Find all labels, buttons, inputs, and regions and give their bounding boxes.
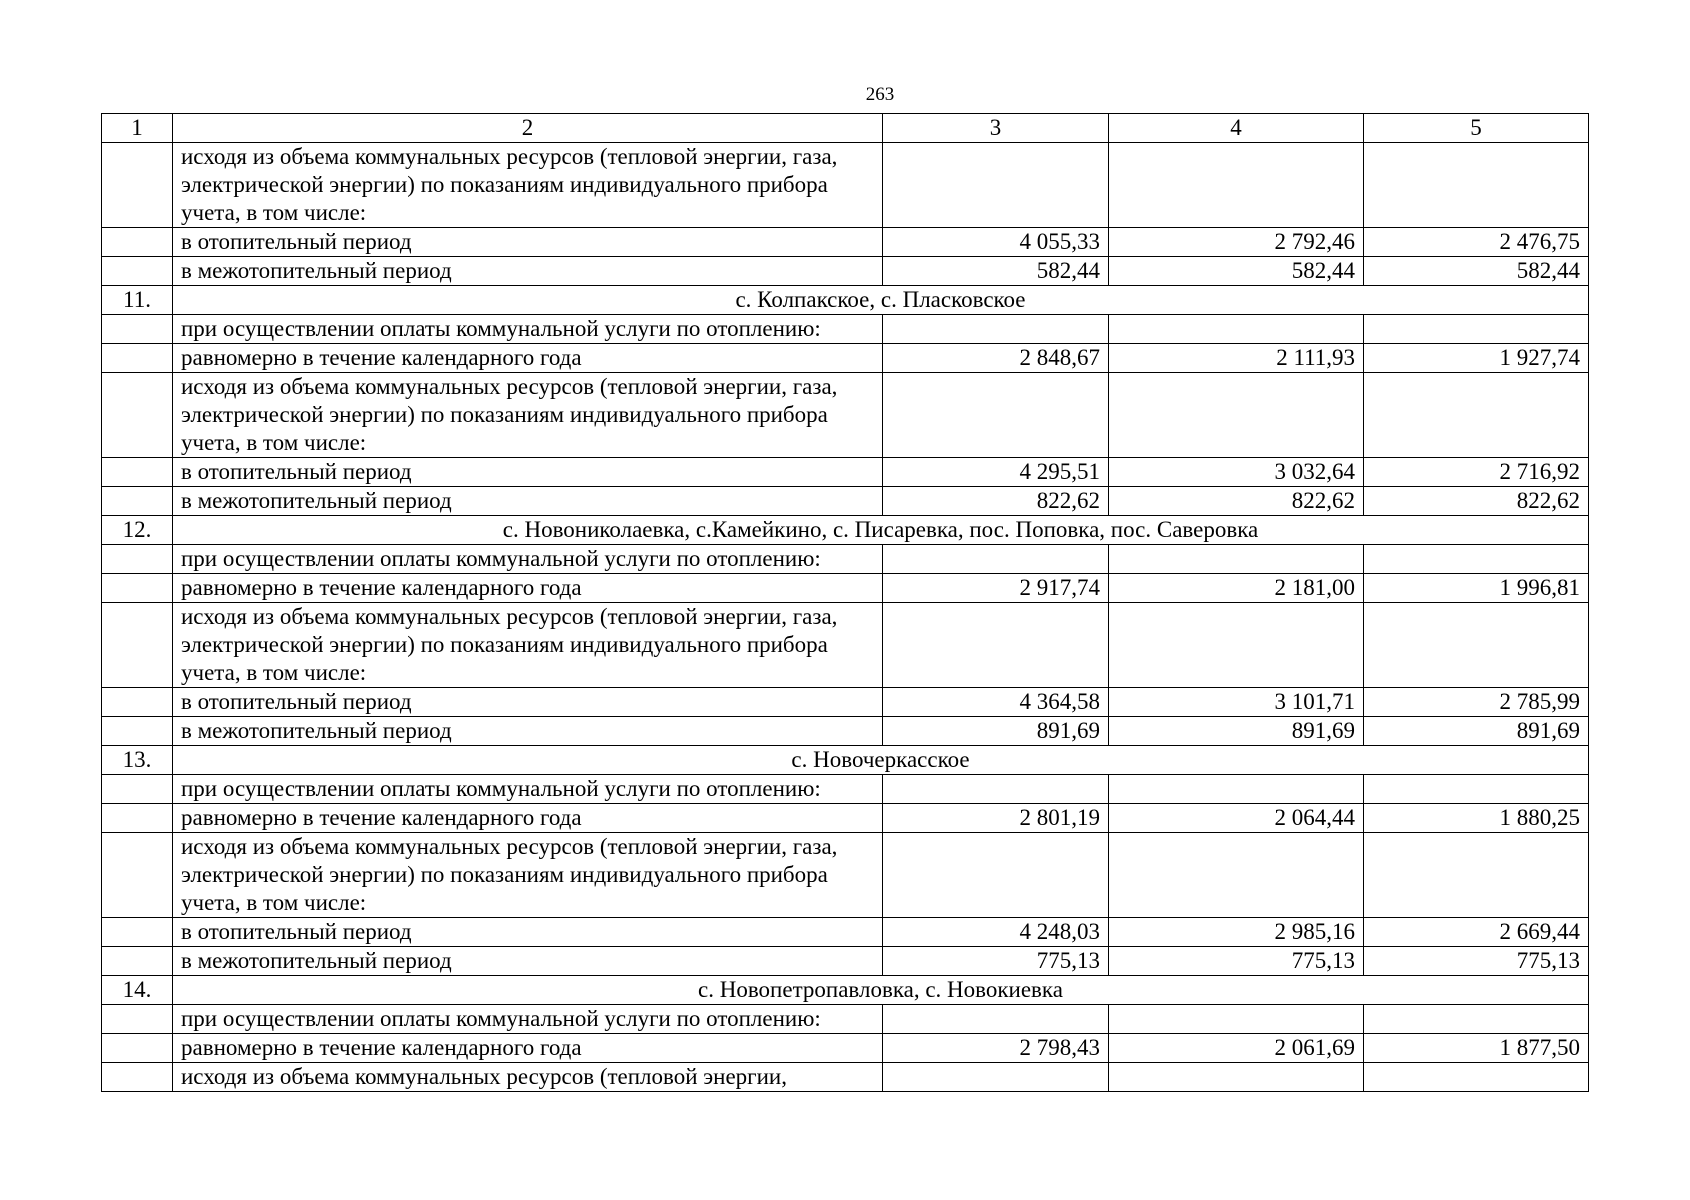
table-row [102, 918, 1589, 947]
row-number-cell [102, 804, 173, 833]
row-number-cell [102, 545, 173, 574]
row-number-cell [102, 918, 173, 947]
value-col5-cell [1364, 1063, 1589, 1092]
table-row [102, 717, 1589, 746]
table-row [102, 947, 1589, 976]
column-number-header [102, 114, 1589, 143]
row-number-cell [102, 487, 173, 516]
value-col4-cell: 775,13 [1109, 947, 1364, 976]
row-label-cell: исходя из объема коммунальных ресурсов (тепловой энергии, газа, электрической энергии) по показаниям индивидуального прибора учета, в том числе: [173, 373, 883, 458]
value-col4-cell: 3 101,71 [1109, 688, 1364, 717]
value-col3-cell [883, 1063, 1109, 1092]
value-col5-cell: 822,62 [1364, 487, 1589, 516]
locality-section-row [102, 286, 1589, 315]
table-row [102, 833, 1589, 918]
row-number-cell [102, 315, 173, 344]
table-row [102, 574, 1589, 603]
row-label-cell: в межотопительный период [173, 487, 883, 516]
value-col3-cell: 822,62 [883, 487, 1109, 516]
locality-section-row [102, 976, 1589, 1005]
table-row [102, 1034, 1589, 1063]
value-col5-cell [1364, 603, 1589, 688]
locality-name: с. Колпакское, с. Пласковское [173, 286, 1589, 315]
value-col5-cell: 582,44 [1364, 257, 1589, 286]
row-label-cell: равномерно в течение календарного года [173, 1034, 883, 1063]
value-col5-cell [1364, 373, 1589, 458]
locality-name: с. Новониколаевка, с.Камейкино, с. Писаревка, пос. Поповка, пос. Саверовка [173, 516, 1589, 545]
row-label-cell: равномерно в течение календарного года [173, 344, 883, 373]
header-cell-3: 3 [883, 114, 1109, 143]
table-row [102, 688, 1589, 717]
row-number-cell [102, 257, 173, 286]
value-col4-cell: 2 111,93 [1109, 344, 1364, 373]
value-col5-cell: 1 880,25 [1364, 804, 1589, 833]
header-cell-4: 4 [1109, 114, 1364, 143]
value-col4-cell: 2 792,46 [1109, 228, 1364, 257]
table-row [102, 257, 1589, 286]
value-col3-cell: 4 364,58 [883, 688, 1109, 717]
value-col3-cell [883, 1005, 1109, 1034]
value-col4-cell: 2 061,69 [1109, 1034, 1364, 1063]
value-col4-cell [1109, 603, 1364, 688]
value-col3-cell: 4 055,33 [883, 228, 1109, 257]
row-label-cell: исходя из объема коммунальных ресурсов (тепловой энергии, газа, электрической энергии) по показаниям индивидуального прибора учета, в том числе: [173, 143, 883, 228]
table-row [102, 373, 1589, 458]
value-col3-cell: 775,13 [883, 947, 1109, 976]
value-col3-cell: 582,44 [883, 257, 1109, 286]
value-col3-cell: 2 801,19 [883, 804, 1109, 833]
row-label-cell: в межотопительный период [173, 947, 883, 976]
value-col4-cell [1109, 775, 1364, 804]
table-row [102, 804, 1589, 833]
row-number-cell [102, 344, 173, 373]
table-row [102, 545, 1589, 574]
value-col5-cell [1364, 143, 1589, 228]
value-col3-cell: 4 248,03 [883, 918, 1109, 947]
value-col5-cell [1364, 1005, 1589, 1034]
table-row [102, 775, 1589, 804]
value-col4-cell [1109, 1005, 1364, 1034]
row-number-cell [102, 833, 173, 918]
value-col3-cell: 2 848,67 [883, 344, 1109, 373]
value-col4-cell: 3 032,64 [1109, 458, 1364, 487]
row-number-cell [102, 603, 173, 688]
value-col4-cell [1109, 143, 1364, 228]
table-row [102, 603, 1589, 688]
value-col5-cell [1364, 833, 1589, 918]
value-col3-cell [883, 603, 1109, 688]
tariff-table [101, 113, 1589, 1092]
row-label-cell: исходя из объема коммунальных ресурсов (тепловой энергии, газа, электрической энергии) по показаниям индивидуального прибора учета, в том числе: [173, 603, 883, 688]
row-label-cell: в отопительный период [173, 228, 883, 257]
value-col5-cell: 2 785,99 [1364, 688, 1589, 717]
value-col3-cell [883, 315, 1109, 344]
header-cell-2: 2 [173, 114, 883, 143]
row-number-cell [102, 143, 173, 228]
row-label-cell: при осуществлении оплаты коммунальной услуги по отоплению: [173, 1005, 883, 1034]
row-label-cell: исходя из объема коммунальных ресурсов (тепловой энергии, газа, электрической энергии) по показаниям индивидуального прибора учета, в том числе: [173, 833, 883, 918]
row-label-cell: при осуществлении оплаты коммунальной услуги по отоплению: [173, 315, 883, 344]
row-label-cell: при осуществлении оплаты коммунальной услуги по отоплению: [173, 545, 883, 574]
table-row [102, 315, 1589, 344]
value-col4-cell: 891,69 [1109, 717, 1364, 746]
row-label-cell: в межотопительный период [173, 717, 883, 746]
value-col4-cell: 2 181,00 [1109, 574, 1364, 603]
value-col5-cell: 891,69 [1364, 717, 1589, 746]
locality-name: с. Новопетропавловка, с. Новокиевка [173, 976, 1589, 1005]
value-col4-cell: 582,44 [1109, 257, 1364, 286]
row-number-cell [102, 947, 173, 976]
value-col5-cell: 1 927,74 [1364, 344, 1589, 373]
table-row [102, 1063, 1589, 1092]
value-col3-cell: 891,69 [883, 717, 1109, 746]
value-col4-cell: 2 985,16 [1109, 918, 1364, 947]
row-number-cell [102, 688, 173, 717]
table-row [102, 487, 1589, 516]
page-number: 263 [865, 84, 895, 105]
value-col5-cell [1364, 545, 1589, 574]
row-label-cell: в отопительный период [173, 688, 883, 717]
table-row [102, 143, 1589, 228]
value-col3-cell [883, 833, 1109, 918]
value-col3-cell: 2 798,43 [883, 1034, 1109, 1063]
row-label-cell: исходя из объема коммунальных ресурсов (тепловой энергии, [173, 1063, 883, 1092]
table-row [102, 344, 1589, 373]
value-col3-cell: 4 295,51 [883, 458, 1109, 487]
value-col3-cell [883, 143, 1109, 228]
row-number-cell [102, 1034, 173, 1063]
value-col5-cell: 2 716,92 [1364, 458, 1589, 487]
row-label-cell: равномерно в течение календарного года [173, 574, 883, 603]
value-col5-cell: 775,13 [1364, 947, 1589, 976]
value-col4-cell [1109, 1063, 1364, 1092]
value-col3-cell: 2 917,74 [883, 574, 1109, 603]
value-col3-cell [883, 545, 1109, 574]
row-number-cell [102, 1063, 173, 1092]
value-col3-cell [883, 775, 1109, 804]
table-row [102, 1005, 1589, 1034]
table-row [102, 228, 1589, 257]
row-number-cell [102, 717, 173, 746]
row-label-cell: в межотопительный период [173, 257, 883, 286]
value-col5-cell: 2 669,44 [1364, 918, 1589, 947]
tariff-table-body [102, 114, 1589, 1092]
section-number: 11. [102, 286, 173, 315]
row-label-cell: в отопительный период [173, 918, 883, 947]
section-number: 13. [102, 746, 173, 775]
row-number-cell [102, 458, 173, 487]
header-cell-1: 1 [102, 114, 173, 143]
locality-section-row [102, 516, 1589, 545]
value-col5-cell: 1 996,81 [1364, 574, 1589, 603]
table-row [102, 458, 1589, 487]
value-col5-cell: 1 877,50 [1364, 1034, 1589, 1063]
row-number-cell [102, 775, 173, 804]
section-number: 12. [102, 516, 173, 545]
value-col4-cell [1109, 315, 1364, 344]
value-col5-cell [1364, 775, 1589, 804]
section-number: 14. [102, 976, 173, 1005]
value-col4-cell: 822,62 [1109, 487, 1364, 516]
row-number-cell [102, 574, 173, 603]
row-number-cell [102, 228, 173, 257]
value-col5-cell: 2 476,75 [1364, 228, 1589, 257]
value-col4-cell [1109, 373, 1364, 458]
row-label-cell: в отопительный период [173, 458, 883, 487]
locality-section-row [102, 746, 1589, 775]
value-col4-cell: 2 064,44 [1109, 804, 1364, 833]
row-label-cell: равномерно в течение календарного года [173, 804, 883, 833]
value-col5-cell [1364, 315, 1589, 344]
row-number-cell [102, 1005, 173, 1034]
header-cell-5: 5 [1364, 114, 1589, 143]
row-number-cell [102, 373, 173, 458]
locality-name: с. Новочеркасское [173, 746, 1589, 775]
value-col4-cell [1109, 545, 1364, 574]
value-col3-cell [883, 373, 1109, 458]
value-col4-cell [1109, 833, 1364, 918]
row-label-cell: при осуществлении оплаты коммунальной услуги по отоплению: [173, 775, 883, 804]
